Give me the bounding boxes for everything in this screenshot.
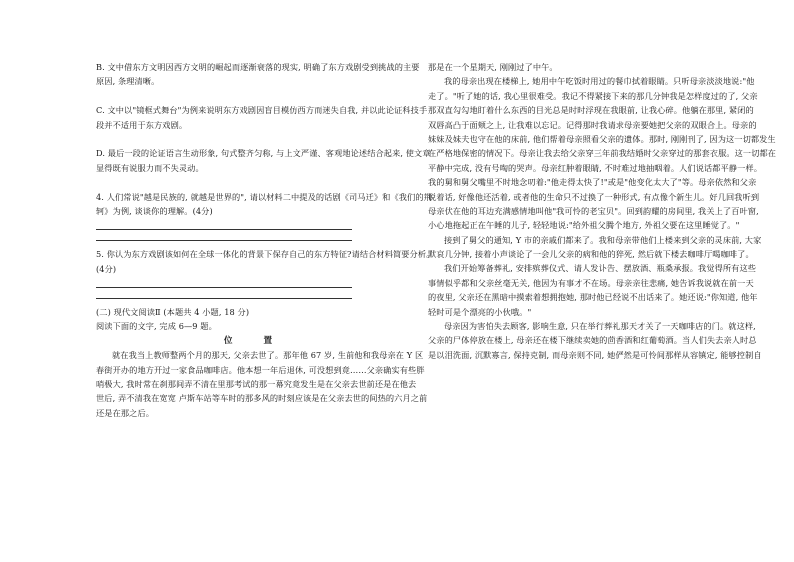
story-line: 就在我当上教师整两个月的那天, 父亲去世了。那年他 67 岁, 生前他和我母亲在 Y 区 <box>112 350 424 361</box>
option-b-line-1: B. 文中借东方文明因西方文明的崛起而逐渐衰落的现实, 明确了东方戏剧受到挑战的主要 <box>96 62 420 72</box>
option-c-line-2: 段并不适用于东方戏剧。 <box>96 119 188 130</box>
story-line: 世后, 弄不清我在宽宽 卢斯车站等车时的那多风的时刻应该是在父亲去世的间热的六月之前 <box>96 393 428 404</box>
story-line: 那双直勾勾地盯着什么东西的目光总是时时浮现在我眼前, 让我心碎。他躺在那里, 紧闭的 <box>428 105 754 116</box>
story-line: 妹妹及妹夫也守在他的床前, 他们帮着母亲照看父亲的遗体。那时, 刚刚刊了, 因为这一切都发生 <box>428 133 776 144</box>
story-line: 小心地拖起正在午睡的儿子, 轻轻地说:"给外祖父腾个地方, 外祖父要在这里睡觉了。" <box>428 220 740 231</box>
story-line: 的夜里, 父亲还在黑暗中摸索着想拥抱她, 那时他已经说不出话来了。她还说:"你知道, 他年 <box>428 292 758 303</box>
story-line: 事情似乎都和父亲丝毫无关, 他因为有事才不在场。母亲亲往悲痛, 她告诉我说就在前一天 <box>428 277 754 288</box>
question-5-line-1: 5. 你认为东方戏剧该如何在全球一体化的背景下保存自己的东方特征?请结合材料简要分析。 <box>96 249 435 260</box>
left-column <box>96 60 435 420</box>
story-line: 在严格地保密的情况下。母亲让我去给父亲穿三年前我结婚时父亲穿过的那套衣服。这一切都在 <box>428 148 777 159</box>
story-line: 双唇高凸于面颊之上, 让我难以忘记。记得那时我请求母亲要她把父亲的双眼合上。母亲的 <box>428 119 757 130</box>
right-column <box>428 60 777 362</box>
option-d-line-2: 显得既有说服力而不失灵动。 <box>96 162 204 173</box>
story-line: 轻时可是个漂亮的小伙哦。" <box>428 306 532 317</box>
story-line: 默哀几分钟, 接着小声谈论了一会儿父亲的病和他的猝死, 然后就下楼去咖啡厅喝咖啡了。 <box>428 249 754 260</box>
story-title: 位 置 <box>223 335 287 346</box>
story-line: 还是在那之后。 <box>96 407 155 418</box>
story-line: 走了。"听了她的话, 我心里很难受。我记不得紧接下来的那几分钟我是怎样度过的了, 父亲 <box>428 90 758 101</box>
question-5-line-2: (4分) <box>96 263 117 274</box>
question-4-line-2: 轲》为例, 谈谈你的理解。(4分) <box>96 205 213 216</box>
story-line: 是以泪洗面, 沉默寡言, 保持克制, 而母亲则不同, 她俨然是可怜间那样从容镇定, 能够控制自 <box>428 349 762 360</box>
reading-instruction: 阅读下面的文字, 完成 6—9 题。 <box>96 321 217 332</box>
story-line: 我的舅和舅父嘴里不时地念叨着:"他走得太快了!"或是"他变化太大了"等。母亲依然和父亲 <box>428 177 757 188</box>
story-line: 平静中完成, 没有号啕的哭声。母亲红肿着眼睛, 不时难过地抽咽着。人们说话都平静一样。 <box>428 162 763 173</box>
answer-line <box>96 288 352 300</box>
story-line: 母亲伏在他的耳边充满感情地叫他"我可怜的老宝贝"。回到韵耀的房间里, 我关上了百叶窗, <box>428 205 759 216</box>
story-line: 我的母亲出现在楼梯上, 她用中午吃饭时用过的餐巾拭着眼睛。只听母亲淡淡地说:"他 <box>444 76 755 87</box>
answer-line <box>96 276 352 288</box>
answer-line <box>96 218 352 230</box>
answer-line <box>96 230 352 242</box>
story-line: 哨极大, 我时常在刹那间弄不清在里那考试的那一幕究竟发生是在父亲去世前还是在他去 <box>96 379 417 390</box>
story-line: 接到了舅父的通知, Y 市的亲戚们都来了。我和母亲带他们上楼来到父亲的灵床前, 大家 <box>444 234 762 245</box>
story-line: 那是在一个星期天, 刚刚过了中午。 <box>428 62 558 72</box>
section-heading: (二) 现代文阅读Ⅱ (本题共 4 小题, 18 分) <box>96 307 250 318</box>
story-line: 我们开始筹备葬礼, 安排殡葬仪式、请人发讣告、摆放酒、瓶桑承报。我觉得所有这些 <box>444 263 757 274</box>
question-4-line-1: 4. 人们常说"越是民族的, 就越是世界的", 请以材料二中提及的话剧《司马迁》和《我们的荆 <box>96 191 432 202</box>
story-line: 春街开办的地方开过一家食品咖啡店。他本想一年后退休, 可没想到竟……父亲确实有些胖 <box>96 364 425 375</box>
story-line: 母亲因为害怕失去顾客, 影响生意, 只在举行葬礼那天才关了一天咖啡店的门。就这样, <box>444 321 756 332</box>
option-c-line-1: C. 文中以"镜框式舞台"为例来说明东方戏剧因盲目模仿西方而迷失自我, 并以此论证科技手 <box>96 105 428 116</box>
story-line: 说着话, 好像他还活着, 或者他的生命只不过换了一种形式, 有点像个新生儿。好几回我听到 <box>428 191 760 202</box>
option-d-line-1: D. 最后一段的论证语言生动形象, 句式整齐匀称, 与上文严谨、客观地论述结合起来, 使文章 <box>96 148 431 159</box>
option-b-line-2: 原因, 条理清晰。 <box>96 76 160 87</box>
story-line: 父亲的尸体停放在楼上, 母亲还在楼下继续卖她的茴香酒和红葡萄酒。当人们失去亲人时总 <box>428 335 757 346</box>
